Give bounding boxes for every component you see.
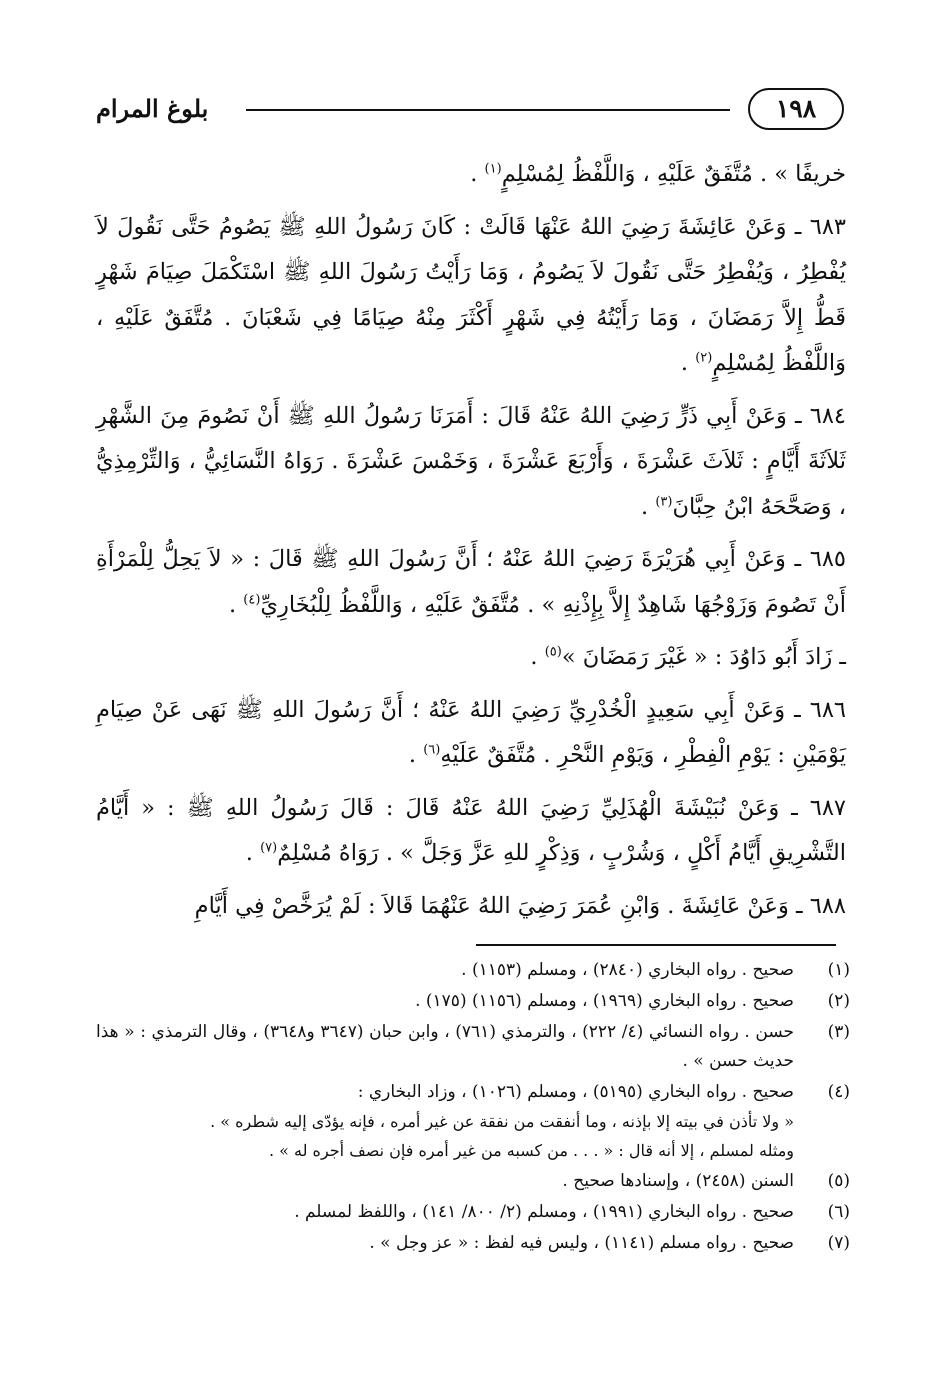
page-header	[96, 88, 844, 138]
footnote-item	[96, 987, 850, 1016]
footnote-quote: « ولا تأذن في بيته إلا بإذنه ، وما أنفقت من نفقة عن غير أمره ، فإنه يؤدّى إليه شطره » .	[210, 1112, 794, 1131]
hadith-paragraph: ٦٨٦ ـ وَعَنْ أَبِي سَعِيدٍ الْخُدْرِيِّ رَضِيَ اللهُ عَنْهُ ؛ أَنَّ رَسُولَ اللهِ ﷺ نَهَى عَنْ صِيَامِ يَوْمَيْنِ : يَوْمِ الْفِطْرِ ، وَيَوْمِ النَّحْرِ . مُتَّفَقٌ عَلَيْهِ$^{(٦)}$ .	[96, 696, 846, 768]
page-number: ١٩٨	[748, 88, 844, 130]
footnote-number: (٤)	[827, 1082, 850, 1102]
hadith-paragraph: خريفًا » . مُتَّفَقٌ عَلَيْهِ ، وَاللَّفْظُ لِمُسْلِمٍ$^{(١)}$ .	[470, 161, 846, 187]
footnote-number: (٧)	[827, 1233, 850, 1253]
footnote-number: (٥)	[827, 1171, 850, 1191]
footnote-number: (١)	[827, 960, 850, 980]
footnote-block	[96, 1078, 794, 1165]
footnote-text: السنن (٢٤٥٨) ، وإسنادها صحيح .	[562, 1171, 794, 1191]
footnote-item	[96, 1078, 850, 1165]
footnote-number: (٢)	[827, 991, 850, 1011]
footnote-text: حسن . رواه النسائي (٤/ ٢٢٢) ، والترمذي (٧٦١) ، وابن حبان (٣٦٤٧ و٣٦٤٨) ، وقال الترمذي : « هذا حديث حسن » .	[96, 1022, 795, 1071]
book-title: بلوغ المرام	[96, 94, 209, 123]
footnote-item	[96, 1167, 850, 1196]
footnote-text: صحيح . رواه البخاري (١٩٩١) ، ومسلم (٢/ ٨٠٠/ ١٤١) ، واللفظ لمسلم .	[294, 1202, 794, 1222]
footnote-item	[96, 956, 850, 985]
footnote-item	[96, 1198, 850, 1227]
hadith-addition: ـ زَادَ أَبُو دَاوُدَ : « غَيْرَ رَمَضَانَ »$^{(٥)}$ .	[530, 644, 846, 670]
hadith-paragraph: ٦٨٨ ـ وَعَنْ عَائِشَةَ . وَابْنِ عُمَرَ رَضِيَ اللهُ عَنْهُمَا قَالاَ : لَمْ يُرَخَّصْ فِي أَيَّامِ	[194, 892, 846, 919]
hadith-paragraph: ٦٨٤ ـ وَعَنْ أَبِي ذَرٍّ رَضِيَ اللهُ عَنْهُ قَالَ : أَمَرَنَا رَسُولُ اللهِ ﷺ أَنْ نَصُومَ مِنَ الشَّهْرِ ثَلاَثَةَ أَيَّامٍ : ثَلاَثَ عَشْرَةَ ، وَأَرْبَعَ عَشْرَةَ ، وَخَمْسَ عَشْرَةَ . رَوَاهُ النَّسَائِيُّ ، وَالتِّرْمِذِيُّ ، وَصَحَّحَهُ ابْنُ حِبَّانَ$^{(٣)}$ .	[96, 402, 846, 520]
footnote-number: (٣)	[827, 1022, 850, 1042]
footnote-quote: ومثله لمسلم ، إلا أنه قال : « . . . من كسبه من غير أمره فإن نصف أجره له » .	[268, 1141, 794, 1160]
main-text	[96, 152, 846, 936]
footnote-separator	[476, 944, 836, 946]
footnote-item	[96, 1018, 850, 1076]
footnote-text: صحيح . رواه البخاري (١٩٦٩) ، ومسلم (١١٥٦) (١٧٥) .	[415, 991, 794, 1011]
header-rule	[246, 109, 730, 111]
hadith-paragraph: ٦٨٧ ـ وَعَنْ نُبَيْشَةَ الْهُذَلِيِّ رَضِيَ اللهُ عَنْهُ قَالَ : قَالَ رَسُولُ اللهِ ﷺ : « أَيَّامُ التَّشْرِيقِ أَيَّامُ أَكْلٍ ، وَشُرْبٍ ، وَذِكْرٍ للهِ عَزَّ وَجَلَّ » . رَوَاهُ مُسْلِمٌ$^{(٧)}$ .	[96, 794, 846, 866]
hadith-paragraph: ٦٨٣ ـ وَعَنْ عَائِشَةَ رَضِيَ اللهُ عَنْهَا قَالَتْ : كَانَ رَسُولُ اللهِ ﷺ يَصُومُ حَتَّى نَقُولَ لاَ يُفْطِرُ ، وَيُفْطِرُ حَتَّى نَقُولَ لاَ يَصُومُ ، وَمَا رَأَيْتُ رَسُولَ اللهِ ﷺ اسْتَكْمَلَ صِيَامَ شَهْرٍ قَطُّ إِلاَّ رَمَضَانَ ، وَمَا رَأَيْتُهُ فِي شَهْرٍ أَكْثَرَ مِنْهُ صِيَامًا فِي شَعْبَانَ . مُتَّفَقٌ عَلَيْهِ ، وَاللَّفْظُ لِمُسْلِمٍ$^{(٢)}$ .	[96, 213, 846, 376]
hadith-paragraph: ٦٨٥ ـ وَعَنْ أَبِي هُرَيْرَةَ رَضِيَ اللهُ عَنْهُ ؛ أَنَّ رَسُولَ اللهِ ﷺ قَالَ : « لاَ يَحِلُّ لِلْمَرْأَةِ أَنْ تَصُومَ وَزَوْجُهَا شَاهِدٌ إِلاَّ بِإِذْنِهِ » . مُتَّفَقٌ عَلَيْهِ ، وَاللَّفْظُ لِلْبُخَارِيِّ$^{(٤)}$ .	[96, 546, 846, 618]
footnote-text: صحيح . رواه مسلم (١١٤١) ، وليس فيه لفظ : « عز وجل » .	[369, 1233, 794, 1253]
footnote-number: (٦)	[827, 1202, 850, 1222]
footnote-text: صحيح . رواه البخاري (٥١٩٥) ، ومسلم (١٠٢٦) ، وزاد البخاري :	[357, 1082, 794, 1102]
footnotes	[96, 956, 850, 1260]
footnote-item	[96, 1229, 850, 1258]
footnote-text: صحيح . رواه البخاري (٢٨٤٠) ، ومسلم (١١٥٣) .	[461, 960, 794, 980]
